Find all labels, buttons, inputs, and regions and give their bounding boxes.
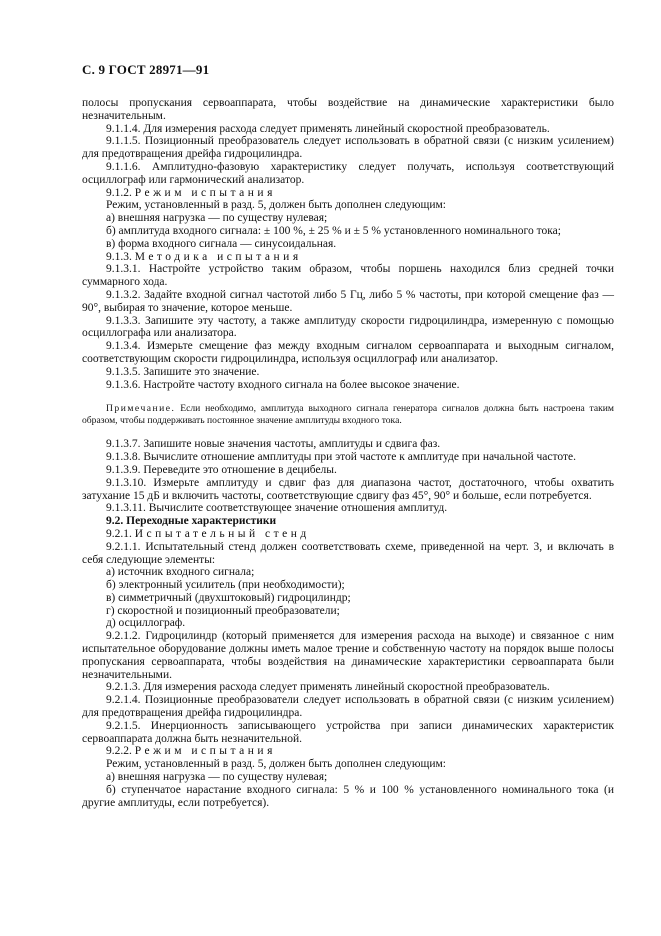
- paragraph: 9.1.3.4. Измерьте смещение фаз между входным сигналом сервоаппарата и выходным сигналом, соответствующим скорости гидроцилиндра, используя осциллограф или анализатор.: [82, 340, 614, 365]
- note-text: Если необходимо, амплитуда выходного сигнала генератора сигналов должна быть настроена таким образом, чтобы поддерживать постоянное значение амплитуды входного тока.: [82, 403, 614, 427]
- paragraph: 9.1.3.10. Измерьте амплитуду и сдвиг фаз для диапазона частот, достаточного, чтобы охватить затухание 15 дБ и включить частоты, соответствующие сдвигу фаз 45°, 90° и больше, если потребуется.: [82, 476, 614, 502]
- document-page: [82, 62, 614, 809]
- section-number: 9.2.1.: [106, 527, 132, 540]
- paragraph: 9.2.1.1. Испытательный стенд должен соответствовать схеме, приведенной на черт. 3, и включать в себя следующие элементы:: [82, 540, 614, 566]
- paragraph: 9.1.3.1. Настройте устройство таким образом, чтобы поршень находился близ средней точки суммарного хода.: [82, 263, 614, 289]
- paragraph: 9.1.3.5. Запишите это значение.: [106, 365, 260, 378]
- section-number: 9.1.3.: [106, 250, 132, 263]
- paragraph: 9.2.1.3. Для измерения расхода следует применять линейный скоростной преобразователь.: [106, 681, 550, 694]
- section-number: 9.2.2.: [106, 745, 132, 758]
- section-title: Режим испытания: [134, 745, 276, 758]
- list-item: а) внешняя нагрузка — по существу нулевая;: [106, 212, 328, 225]
- text-block-b: [82, 438, 614, 809]
- section-heading: [82, 251, 614, 264]
- paragraph-continuation: полосы пропускания сервоаппарата, чтобы воздействие на динамические характеристики было незначительным.: [82, 97, 614, 122]
- paragraph: 9.2.1.4. Позиционные преобразователи следует использовать в обратной связи (с низким усилением) для предотвращения дрейфа гидроцилиндра.: [82, 694, 614, 720]
- list-item: в) форма входного сигнала — синусоидальная.: [106, 237, 337, 250]
- section-number: 9.1.2.: [106, 186, 132, 199]
- list-item: г) скоростной и позиционный преобразователи;: [106, 604, 340, 617]
- paragraph: 9.1.1.5. Позиционный преобразователь следует использовать в обратной связи (с низким усилением) для предотвращения дрейфа гидроцилиндра.: [82, 135, 614, 161]
- paragraph: 9.1.3.6. Настройте частоту входного сигнала на более высокое значение.: [106, 378, 460, 391]
- paragraph: 9.2.1.2. Гидроцилиндр (который применяется для измерения расхода на выходе) и связанное с ним испытательное оборудование должны иметь малое трение и собственную частоту на порядок выше полосы пропускания сервоаппарата, чтобы воздействия на динамические характеристики сервоаппарата были незначительными.: [82, 630, 614, 681]
- list-item: а) внешняя нагрузка — по существу нулевая;: [106, 771, 328, 784]
- paragraph: 9.1.3.9. Переведите это отношение в децибелы.: [106, 463, 337, 476]
- section-heading: [82, 745, 614, 758]
- paragraph: 9.2.1.5. Инерционность записывающего устройства при записи динамических характеристик сервоаппарата должна быть незначительной.: [82, 719, 614, 745]
- paragraph: 9.1.1.4. Для измерения расхода следует применять линейный скоростной преобразователь.: [106, 122, 550, 135]
- paragraph: 9.1.1.6. Амплитудно-фазовую характеристику следует получать, используя соответствующий осциллограф или гармонический анализатор.: [82, 160, 614, 186]
- list-item: д) осциллограф.: [106, 617, 186, 630]
- list-item: б) электронный усилитель (при необходимости);: [106, 579, 345, 592]
- note: [82, 403, 614, 427]
- paragraph: 9.1.3.7. Запишите новые значения частоты, амплитуды и сдвига фаз.: [106, 438, 441, 451]
- section-heading: [82, 187, 614, 200]
- paragraph: Режим, установленный в разд. 5, должен быть дополнен следующим:: [106, 758, 446, 771]
- paragraph: 9.1.3.11. Вычислите соответствующее значение отношения амплитуд.: [106, 502, 448, 515]
- list-item: а) источник входного сигнала;: [106, 566, 255, 579]
- paragraph: 9.1.3.3. Запишите эту частоту, а также амплитуду скорости гидроцилиндра, измеренную с помощью осциллографа или анализатора.: [82, 314, 614, 340]
- list-item: б) амплитуда входного сигнала: ± 100 %, ± 25 % и ± 5 % установленного номинального тока;: [106, 224, 561, 237]
- section-title: Испытательный стенд: [134, 527, 310, 540]
- list-item: б) ступенчатое нарастание входного сигнала: 5 % и 100 % установленного номинального тока (и другие амплитуды, если потребуется).: [82, 783, 614, 809]
- paragraph: 9.1.3.2. Задайте входной сигнал частотой либо 5 Гц, либо 5 % частоты, при которой смещение фаз — 90°, выбирая то значение, которое меньше.: [82, 288, 614, 314]
- section-title: Режим испытания: [134, 186, 276, 199]
- subsection-heading: 9.2. Переходные характеристики: [106, 515, 277, 528]
- section-heading: [82, 528, 614, 541]
- note-label: Примечание.: [106, 403, 176, 415]
- text-block-a: [82, 97, 614, 391]
- paragraph: Режим, установленный в разд. 5, должен быть дополнен следующим:: [106, 199, 446, 212]
- section-title: Методика испытания: [134, 250, 302, 263]
- paragraph: 9.1.3.8. Вычислите отношение амплитуды при этой частоте к амплитуде при начальной частоте.: [106, 451, 576, 464]
- page-header: С. 9 ГОСТ 28971—91: [82, 62, 210, 77]
- list-item: в) симметричный (двухштоковый) гидроцилиндр;: [106, 591, 351, 604]
